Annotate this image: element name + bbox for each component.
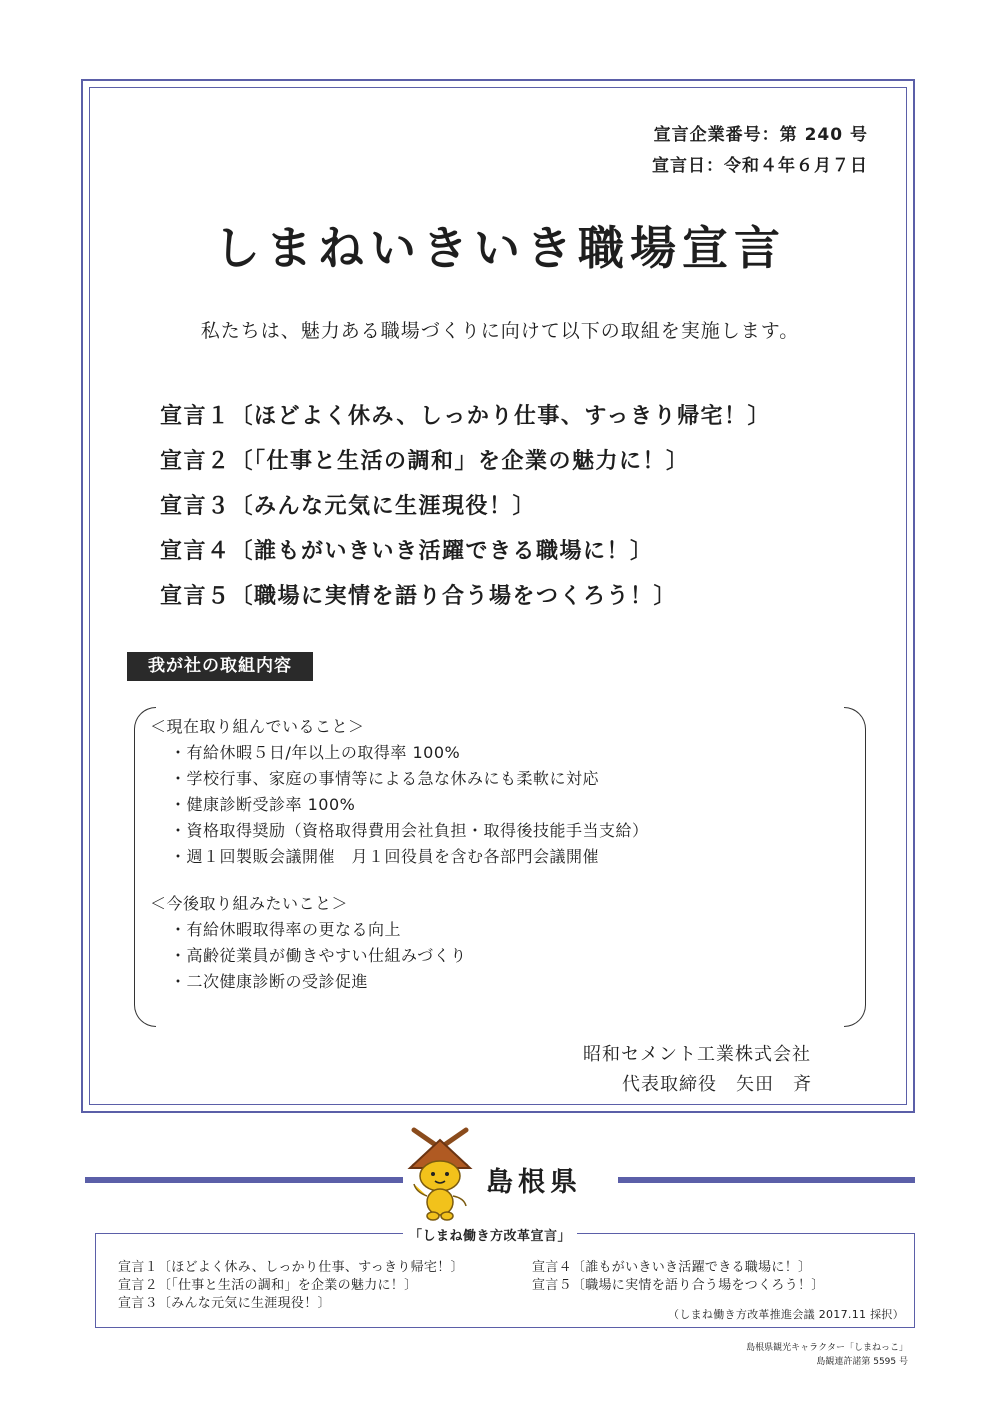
intro-text: 私たちは、魅力ある職場づくりに向けて以下の取組を実施します。 (200, 320, 800, 342)
future-item: ・有給休暇取得率の更なる向上 (170, 920, 402, 939)
banner-line-left (85, 1177, 403, 1183)
prefecture-name: 島根県 (486, 1167, 582, 1198)
section-badge: 我が社の取組内容 (127, 652, 313, 681)
bracket-right (844, 707, 866, 1027)
current-heading: ＜現在取り組んでいること＞ (150, 717, 365, 736)
declaration-5: 宣言５〔職場に実情を語り合う場をつくろう！〕 (160, 584, 678, 609)
current-item: ・有給休暇５日/年以上の取得率 100% (170, 743, 461, 762)
bottom-declaration-5: 宣言５〔職場に実情を語り合う場をつくろう！〕 (532, 1278, 825, 1293)
future-item: ・高齢従業員が働きやすい仕組みづくり (170, 946, 467, 965)
declaration-1: 宣言１〔ほどよく休み、しっかり仕事、すっきり帰宅！〕 (160, 404, 772, 429)
bottom-declaration-4: 宣言４〔誰もがいきいき活躍できる職場に！〕 (532, 1260, 812, 1275)
bottom-declaration-1: 宣言１〔ほどよく休み、しっかり仕事、すっきり帰宅！〕 (118, 1260, 464, 1275)
banner-line-right (618, 1177, 915, 1183)
declaration-4: 宣言４〔誰もがいきいき活躍できる職場に！〕 (160, 539, 654, 564)
page-title: しまねいきいき職場宣言 (214, 221, 786, 275)
adoption-note: （しまね働き方改革推進会議 2017.11 採択） (668, 1308, 904, 1321)
shimanekko-mascot-icon (404, 1126, 476, 1222)
mascot-credit: 島根県観光キャラクター「しまねっこ」 (746, 1343, 908, 1353)
bottom-declaration-2: 宣言２〔「仕事と生活の調和」を企業の魅力に！〕 (118, 1278, 418, 1293)
current-item: ・健康診断受診率 100% (170, 795, 356, 814)
future-item: ・二次健康診断の受診促進 (170, 972, 369, 991)
future-heading: ＜今後取り組みたいこと＞ (150, 894, 349, 913)
representative: 代表取締役 矢田 斉 (622, 1074, 812, 1095)
declaration-date: 宣言日：令和４年６月７日 (652, 156, 868, 176)
bracket-left (134, 707, 156, 1027)
current-item: ・資格取得奨励（資格取得費用会社負担・取得後技能手当支給） (170, 821, 649, 840)
declaration-3: 宣言３〔みんな元気に生涯現役！〕 (160, 494, 537, 519)
company-name: 昭和セメント工業株式会社 (583, 1044, 811, 1065)
permit-number: 島観連許諾第 5595 号 (816, 1357, 908, 1367)
bottom-declaration-3: 宣言３〔みんな元気に生涯現役！〕 (118, 1296, 331, 1311)
bottom-box-title: 「しまね働き方改革宣言」 (403, 1225, 577, 1244)
current-item: ・週１回製販会議開催 月１回役員を含む各部門会議開催 (170, 847, 600, 866)
current-item: ・学校行事、家庭の事情等による急な休みにも柔軟に対応 (170, 769, 600, 788)
declaration-2: 宣言２〔「仕事と生活の調和」を企業の魅力に！〕 (160, 449, 690, 474)
company-number: 宣言企業番号：第 240 号 (653, 125, 868, 145)
